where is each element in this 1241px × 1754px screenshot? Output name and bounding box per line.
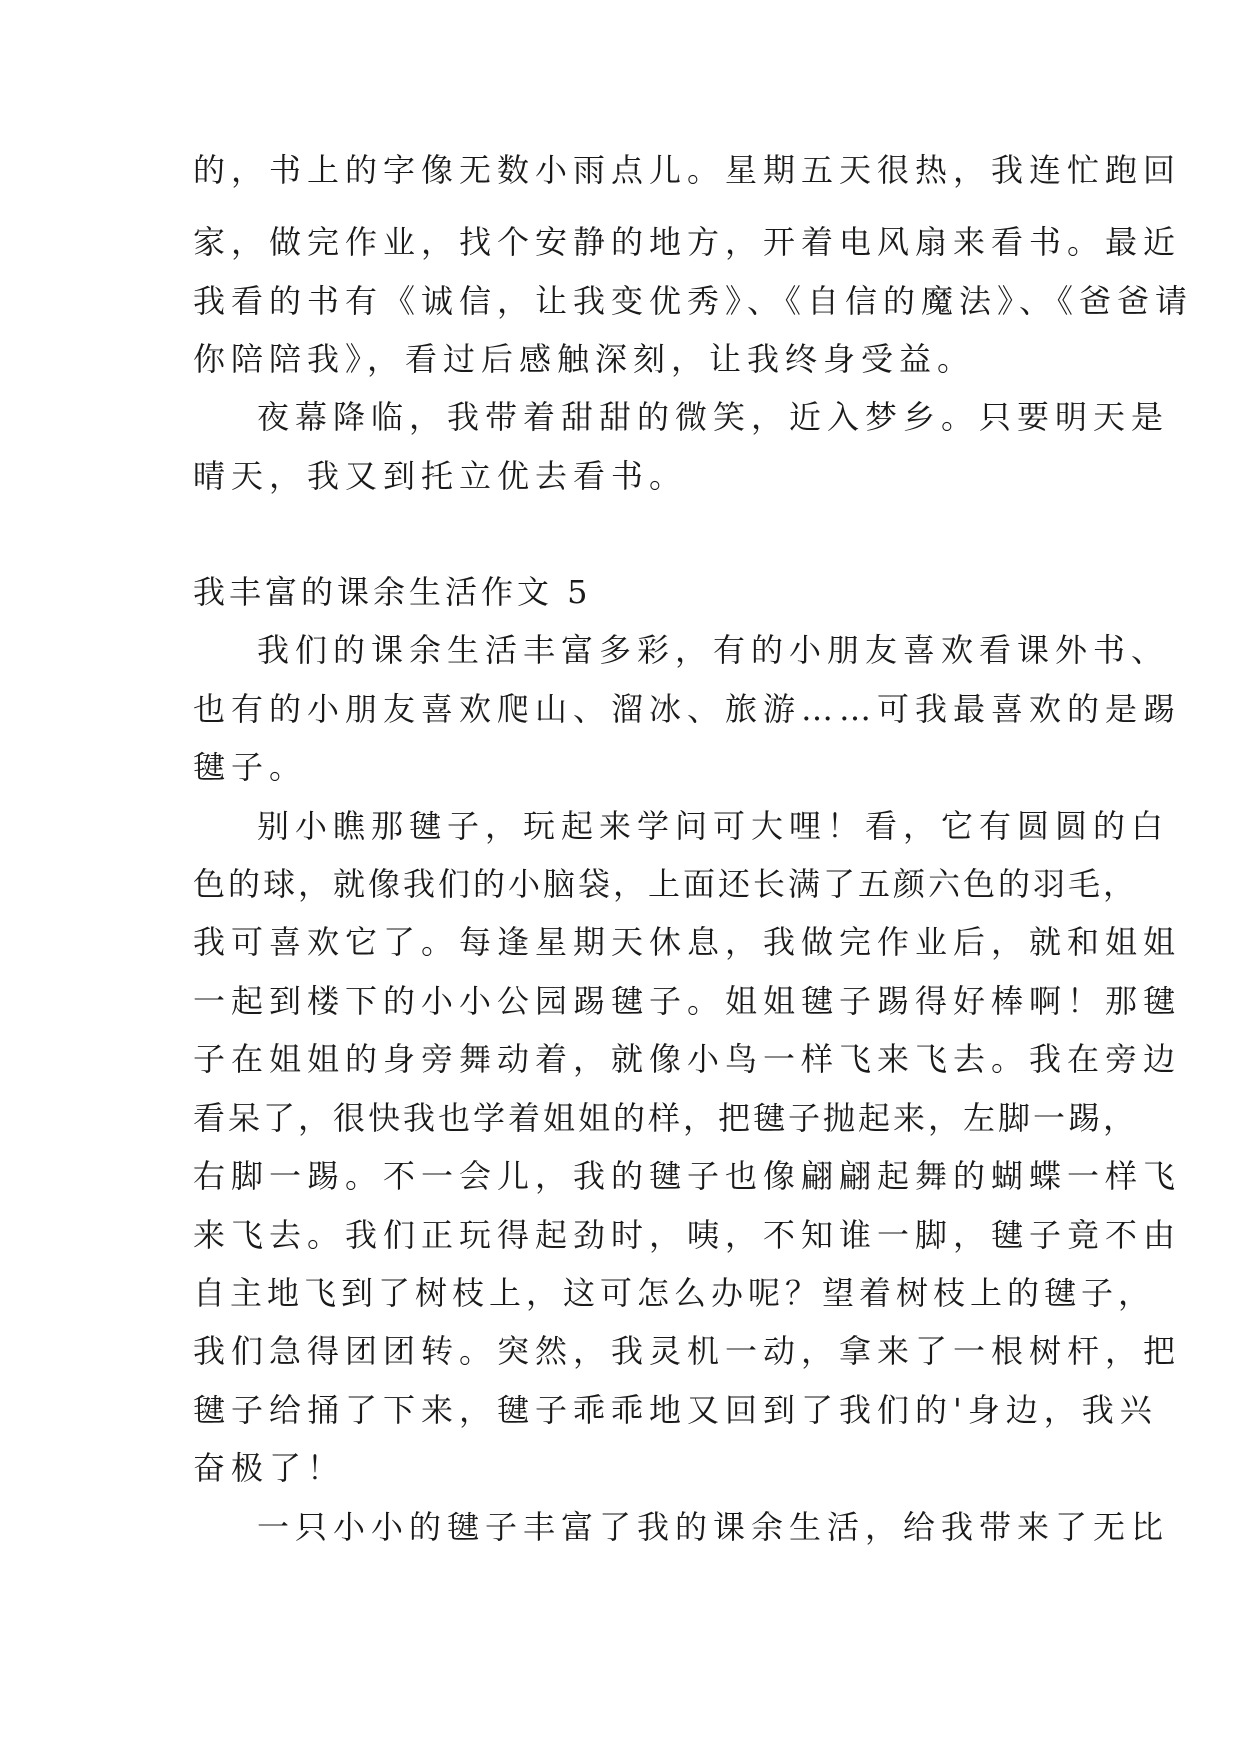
text-line: 自主地飞到了树枝上，这可怎么办呢？望着树枝上的毽子， [193,1274,1156,1312]
text-line: 毽子。 [193,748,308,786]
text-line: 我看的书有《诚信，让我变优秀》、《自信的魔法》、《爸爸请 [193,282,1194,320]
text-line: 毽子给捅了下来，毽子乖乖地又回到了我们的'身边，我兴 [193,1391,1158,1429]
text-line: 你陪陪我》，看过后感触深刻，让我终身受益。 [193,340,976,378]
text-line: 家，做完作业，找个安静的地方，开着电风扇来看书。最近 [193,223,1182,261]
text-line: 别小瞧那毽子，玩起来学问可大哩！看，它有圆圆的白 [257,807,1170,845]
text-line: 也有的小朋友喜欢爬山、溜冰、旅游……可我最喜欢的是踢 [193,690,1182,728]
text-line: 我们的课余生活丰富多彩，有的小朋友喜欢看课外书、 [257,631,1170,669]
section-title: 我丰富的课余生活作文 5 [193,573,592,611]
text-line: 右脚一踢。不一会儿，我的毽子也像翩翩起舞的蝴蝶一样飞 [193,1157,1182,1195]
text-line: 的，书上的字像无数小雨点儿。星期五天很热，我连忙跑回 [193,151,1182,189]
text-line: 晴天，我又到托立优去看书。 [193,457,688,495]
text-line: 奋极了！ [193,1449,346,1487]
text-line: 子在姐姐的身旁舞动着，就像小鸟一样飞来飞去。我在旁边 [193,1040,1182,1078]
text-line: 我们急得团团转。突然，我灵机一动，拿来了一根树杆，把 [193,1332,1182,1370]
text-line: 一起到楼下的小小公园踢毽子。姐姐毽子踢得好棒啊！那毽 [193,982,1182,1020]
text-line: 我可喜欢它了。每逢星期天休息，我做完作业后，就和姐姐 [193,923,1182,961]
text-line: 色的球，就像我们的小脑袋，上面还长满了五颜六色的羽毛， [193,865,1139,903]
text-line: 看呆了，很快我也学着姐姐的样，把毽子抛起来，左脚一踢， [193,1099,1139,1137]
text-line: 来飞去。我们正玩得起劲时，咦，不知谁一脚，毽子竟不由 [193,1216,1182,1254]
text-line: 夜幕降临，我带着甜甜的微笑，近入梦乡。只要明天是 [257,398,1170,436]
text-line: 一只小小的毽子丰富了我的课余生活，给我带来了无比 [257,1508,1170,1546]
